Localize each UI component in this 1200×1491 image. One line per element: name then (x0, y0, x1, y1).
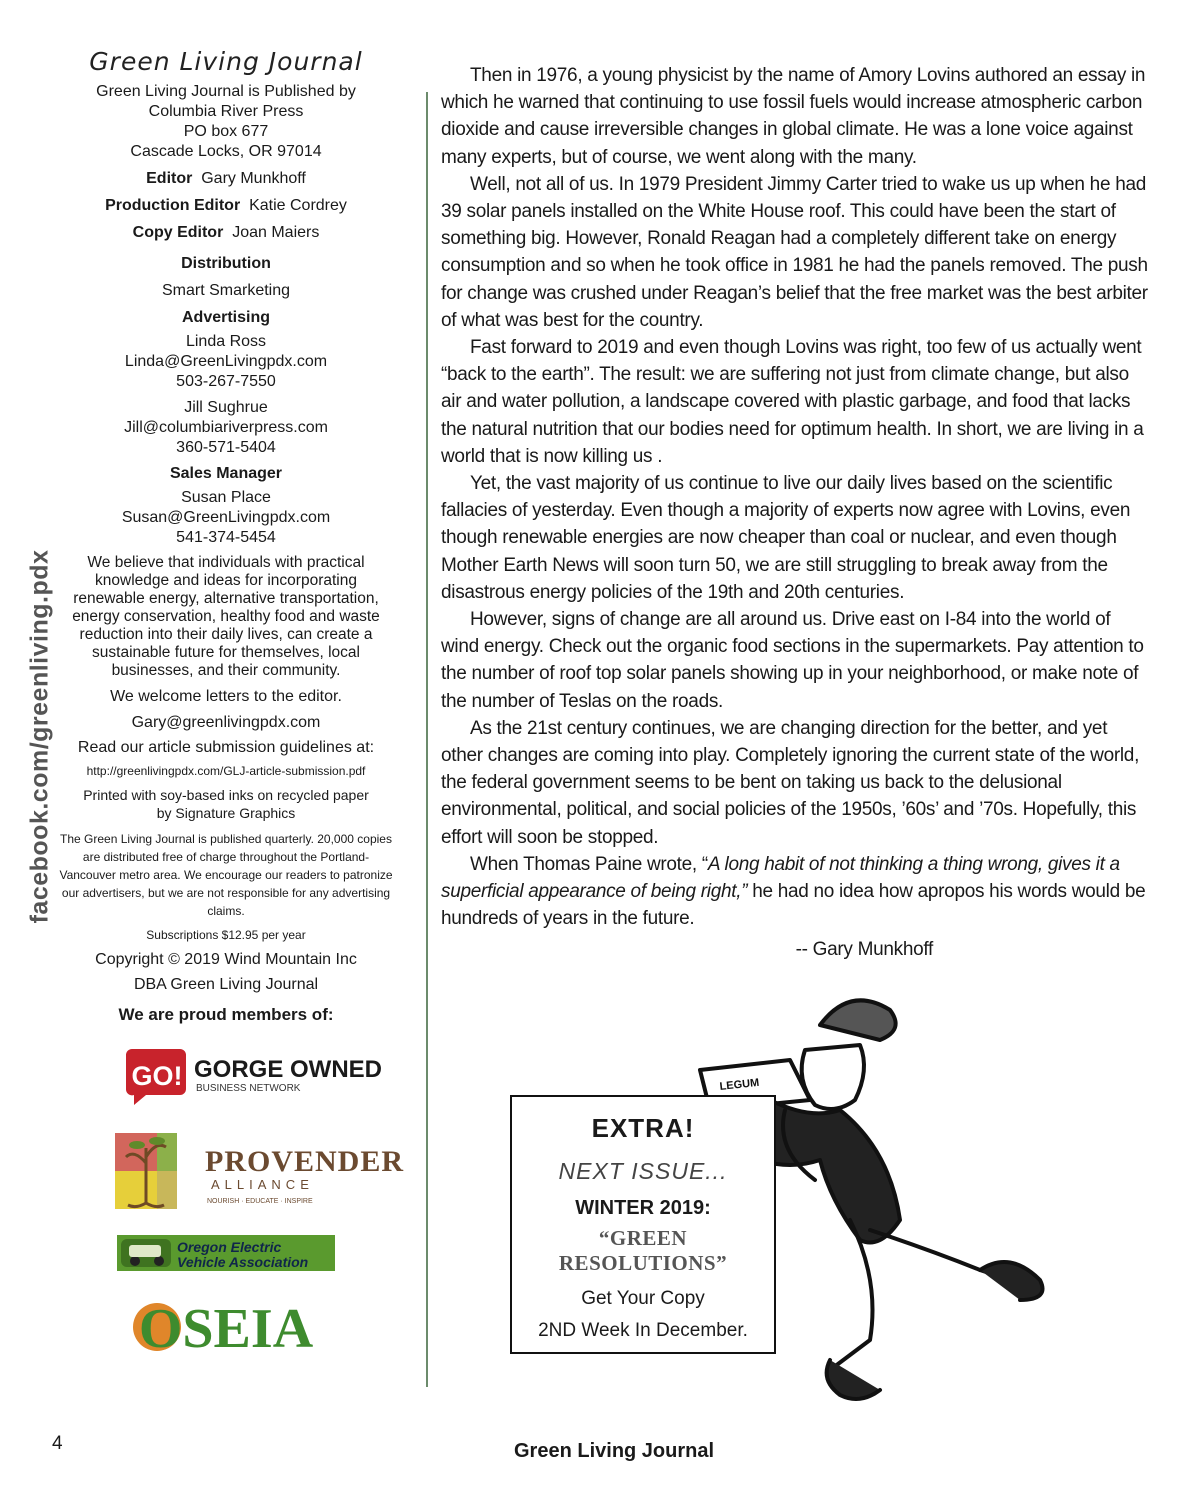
oeva-line-1: Oregon Electric (177, 1239, 282, 1255)
production-label: Production Editor (105, 197, 241, 214)
production-name: Katie Cordrey (249, 197, 347, 214)
editor-name: Gary Munkhoff (201, 170, 306, 187)
quote-lead: When Thomas Paine wrote, “ (470, 853, 708, 875)
footer-title: Green Living Journal (514, 1440, 715, 1462)
published-by: Green Living Journal is Published by (96, 83, 356, 100)
paine-quote: A long habit of not thinking a thing wrong, gives it a superficial appearance of being right,” (441, 853, 1120, 903)
copyright: Copyright © 2019 Wind Mountain Inc (95, 951, 357, 968)
extra-heading: EXTRA! (591, 1113, 695, 1143)
copy-label: Copy Editor (132, 224, 224, 241)
ad1-email[interactable]: Linda@GreenLivingpdx.com (124, 353, 328, 370)
newsboy-sign-text: LEGUM (719, 1076, 760, 1093)
provender-tag: NOURISH · EDUCATE · INSPIRE (207, 1198, 313, 1205)
column-divider (426, 92, 428, 1387)
oseia-text: OSEIA (138, 1298, 314, 1360)
publisher: Columbia River Press (148, 103, 304, 120)
masthead-title: Green Living Journal (89, 47, 363, 76)
proud-members: We are proud members of: (118, 1005, 334, 1024)
provender-alliance-logo[interactable] (115, 1123, 405, 1213)
letters-email[interactable]: Gary@greenlivingpdx.com (131, 714, 321, 731)
sales-phone: 541-374-5454 (176, 529, 276, 546)
article-paragraph: Fast forward to 2019 and even though Lovins was right, too few of us actually went “back to the earth”. The result: we are suffering not just from climate change, but also air and water pollution, a landscape covered with plastic garbage, and food that lacks the natural nutrition that our bodies need for optimum health. In short, we are living in a world that is now killing us . (441, 337, 1144, 467)
next-issue-label: NEXT ISSUE... (558, 1158, 728, 1184)
oseia-logo[interactable] (121, 1293, 331, 1360)
printed-line-2: by Signature Graphics (156, 805, 296, 821)
disclaimer: The Green Living Journal is published quarterly. 20,000 copies are distributed free of charge throughout the Portland-Vancouver metro area. We encourage our readers to patronize our advertisers, but we are not responsible for any advertising claims. (59, 832, 393, 918)
sales-email[interactable]: Susan@GreenLivingpdx.com (121, 509, 331, 526)
sales-name: Susan Place (181, 489, 271, 506)
masthead-column (58, 47, 405, 1360)
quote-tail: he had no idea how apropos his words would be hundreds of years in the future. (441, 881, 1146, 930)
mission-statement: We believe that individuals with practical knowledge and ideas for incorporating renewable energy, alternative transportation, energy conservation, healthy food and waste reduction into their daily lives, can create a sustainable future for themselves, local businesses, and their community. (72, 554, 380, 679)
ad1-name: Linda Ross (185, 333, 267, 350)
provender-title: PROVENDER (205, 1145, 405, 1178)
sales-label: Sales Manager (169, 465, 283, 482)
ad2-phone: 360-571-5404 (176, 439, 276, 456)
po-box: PO box 677 (183, 123, 269, 140)
subscriptions: Subscriptions $12.95 per year (146, 928, 306, 942)
copy-editor-line (58, 223, 394, 243)
article-paragraph: Then in 1976, a young physicist by the name of Amory Lovins authored an essay in which he warned that continuing to use fossil fuels would increase atmospheric carbon dioxide and cause irreversible changes in global climate. He was a lone voice against many experts, but of course, we went along with the many. (441, 65, 1146, 168)
printed-line-1: Printed with soy-based inks on recycled paper (83, 787, 369, 803)
gorge-go-text: GO! (131, 1061, 183, 1091)
dba: DBA Green Living Journal (133, 976, 319, 993)
article-paragraph: As the 21st century continues, we are changing direction for the better, and yet other changes are coming into play. Completely ignoring the current state of the world, the federal government seems to be bent on taking us back to the delusional environmental, political, and social policies of the 1950s, ’60s’ and ’70s. Hopefully, this effort will soon be stopped. (441, 717, 1140, 848)
green-resolutions: “GREEN RESOLUTIONS” (558, 1226, 728, 1275)
editor-label: Editor (146, 170, 193, 187)
production-line (58, 196, 394, 216)
city: Cascade Locks, OR 97014 (130, 143, 322, 160)
ad2-email[interactable]: Jill@columbiariverpress.com (124, 419, 328, 436)
page-number: 4 (52, 1433, 63, 1454)
provender-sub: ALLIANCE (211, 1177, 314, 1192)
editorial-article (441, 62, 1153, 963)
ad2-name: Jill Sughrue (184, 399, 268, 416)
article-paragraph: Yet, the vast majority of us continue to live our daily lives based on the scientific fallacies of yesterday. Even though a majority of experts now agree with Lovins, even though renewable energies are now cheaper than coal or nuclear, and even though Mother Earth News will soon turn 50, we are still struggling to break away from the disastrous energy policies of the 19th and 20th centuries. (441, 473, 1131, 603)
article-paragraph: However, signs of change are all around us. Drive east on I-84 into the world of wind energy. Check out the organic food sections in the supermarkets. Pay attention to the number of roof top solar panels showing up in your neighborhood, or make note of the number of Teslas on the roads. (441, 609, 1144, 712)
gorge-title: GORGE OWNED (194, 1056, 383, 1083)
distribution-label: Distribution (181, 255, 271, 272)
copy-name: Joan Maiers (232, 224, 320, 241)
winter-issue: WINTER 2019: (575, 1197, 711, 1219)
gorge-owned-logo[interactable] (126, 1043, 383, 1105)
facebook-vertical-label: facebook.com/greenliving.pdx (25, 549, 54, 924)
guidelines-text: Read our article submission guidelines at: (77, 739, 375, 756)
ad1-phone: 503-267-7550 (176, 373, 276, 390)
oeva-logo[interactable] (115, 1231, 337, 1275)
author-signature: -- Gary Munkhoff (795, 938, 933, 960)
oeva-line-2: Vehicle Association (177, 1254, 309, 1270)
guidelines-url[interactable]: http://greenlivingpdx.com/GLJ-article-submission.pdf (86, 764, 366, 778)
gorge-sub: BUSINESS NETWORK (196, 1083, 301, 1094)
letters-welcome: We welcome letters to the editor. (110, 688, 342, 705)
get-copy: Get Your Copy (581, 1288, 705, 1309)
next-issue-box (510, 1095, 776, 1354)
distribution-name: Smart Smarketing (161, 282, 291, 299)
editor-line (58, 169, 394, 189)
second-week: 2ND Week In December. (538, 1320, 748, 1341)
article-paragraph-quote (441, 851, 1153, 933)
article-paragraph: Well, not all of us. In 1979 President Jimmy Carter tried to wake us up when he had 39 solar panels installed on the White House roof. This could have been the start of something big. However, Ronald Reagan had a completely different take on energy consumption and so when he took office in 1981 he had the panels removed. The push for change was crushed under Reagan’s belief that the free market was the best arbiter of what was best for the country. (441, 173, 1148, 331)
advertising-label: Advertising (181, 309, 270, 326)
